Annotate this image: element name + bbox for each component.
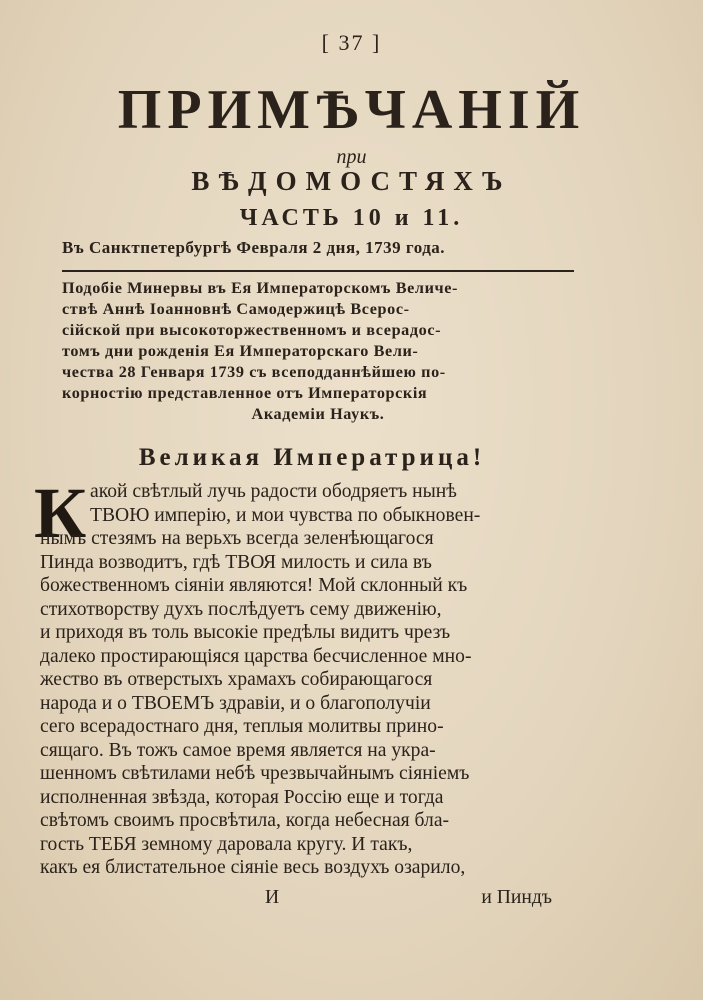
subtitle-vedomostyakh: ВѢДОМОСТЯХЪ <box>191 166 512 196</box>
body-line: стихотворству духъ послѣдуетъ сему движенiю, <box>40 598 442 620</box>
body-line: акой свѣтлый лучь радости ободряетъ нынѣ <box>90 481 457 502</box>
dedication <box>62 278 574 425</box>
body-line: свѣтомъ своимъ просвѣтила, когда небесная бла- <box>40 810 450 831</box>
body-line: какъ ея блистательное сiянiе весь воздухъ озарило, <box>40 857 466 878</box>
body-line: Пинда возводитъ, гдѣ ТВОЯ милость и сила въ <box>40 551 432 573</box>
page-title: ПРИМѢЧАНIЙ <box>117 79 586 141</box>
dedication-line: сiйской при высокоторжественномъ и всерадос- <box>62 321 442 339</box>
body-line: гость ТЕБЯ земному даровала кругу. И такъ, <box>40 833 413 855</box>
body-line: сящаго. Въ тожъ самое время является на укра- <box>40 739 436 761</box>
dedication-line: чества 28 Генваря 1739 съ всеподданнѣйшею по- <box>62 363 446 381</box>
body-line: и приходя въ толь высокiе предѣлы видитъ чрезъ <box>40 622 451 643</box>
divider <box>62 270 574 272</box>
body-text <box>40 480 570 880</box>
body-line: народа и о ТВОЕМЪ здравiи, и о благополучiи <box>40 692 431 714</box>
part-number: ЧАСТЬ 10 и 11. <box>239 205 464 231</box>
body-line: ТВОЮ имперiю, и мои чувства по обыкновен- <box>90 504 481 526</box>
catchword-left: И <box>265 887 280 908</box>
dedication-line: Подобiе Минервы въ Ея Императорскомъ Величе- <box>62 279 459 297</box>
page-number: [ 37 ] <box>321 30 382 55</box>
body-line: нымъ стезямъ на верьхъ всегда зеленѣющагося <box>40 528 434 549</box>
dedication-line: Академiи Наукъ. <box>251 405 385 423</box>
dedication-line: томъ дни рожденiя Ея Императорскаго Вели- <box>62 342 419 360</box>
drop-cap: К <box>34 473 87 553</box>
dedication-line: ствѣ Аннѣ Iоанновнѣ Самодержицѣ Всерос- <box>62 300 410 318</box>
body-line: далеко простирающiяся царства бесчисленное мно- <box>40 645 472 667</box>
body-line: шенномъ свѣтилами небѣ чрезвычайнымъ сiянiемъ <box>40 763 470 784</box>
dateline: Въ Санктпетербургѣ Февраля 2 дня, 1739 года. <box>62 238 446 257</box>
catchword-right: и Пиндъ <box>481 887 552 908</box>
body-line: сего всерадостнаго дня, теплыя молитвы прино- <box>40 716 444 737</box>
section-heading: Великая Императрица! <box>138 444 486 471</box>
body-line: жество въ отверстыхъ храмахъ собирающагося <box>40 669 433 690</box>
body-line: исполненная звѣзда, которая Россiю еще и тогда <box>40 786 444 808</box>
subtitle-pri: при <box>336 146 367 168</box>
body-line: божественномъ сiянiи являются! Мой склонный къ <box>40 575 468 596</box>
dedication-line: корностiю представленное отъ Императорскiя <box>62 384 428 402</box>
